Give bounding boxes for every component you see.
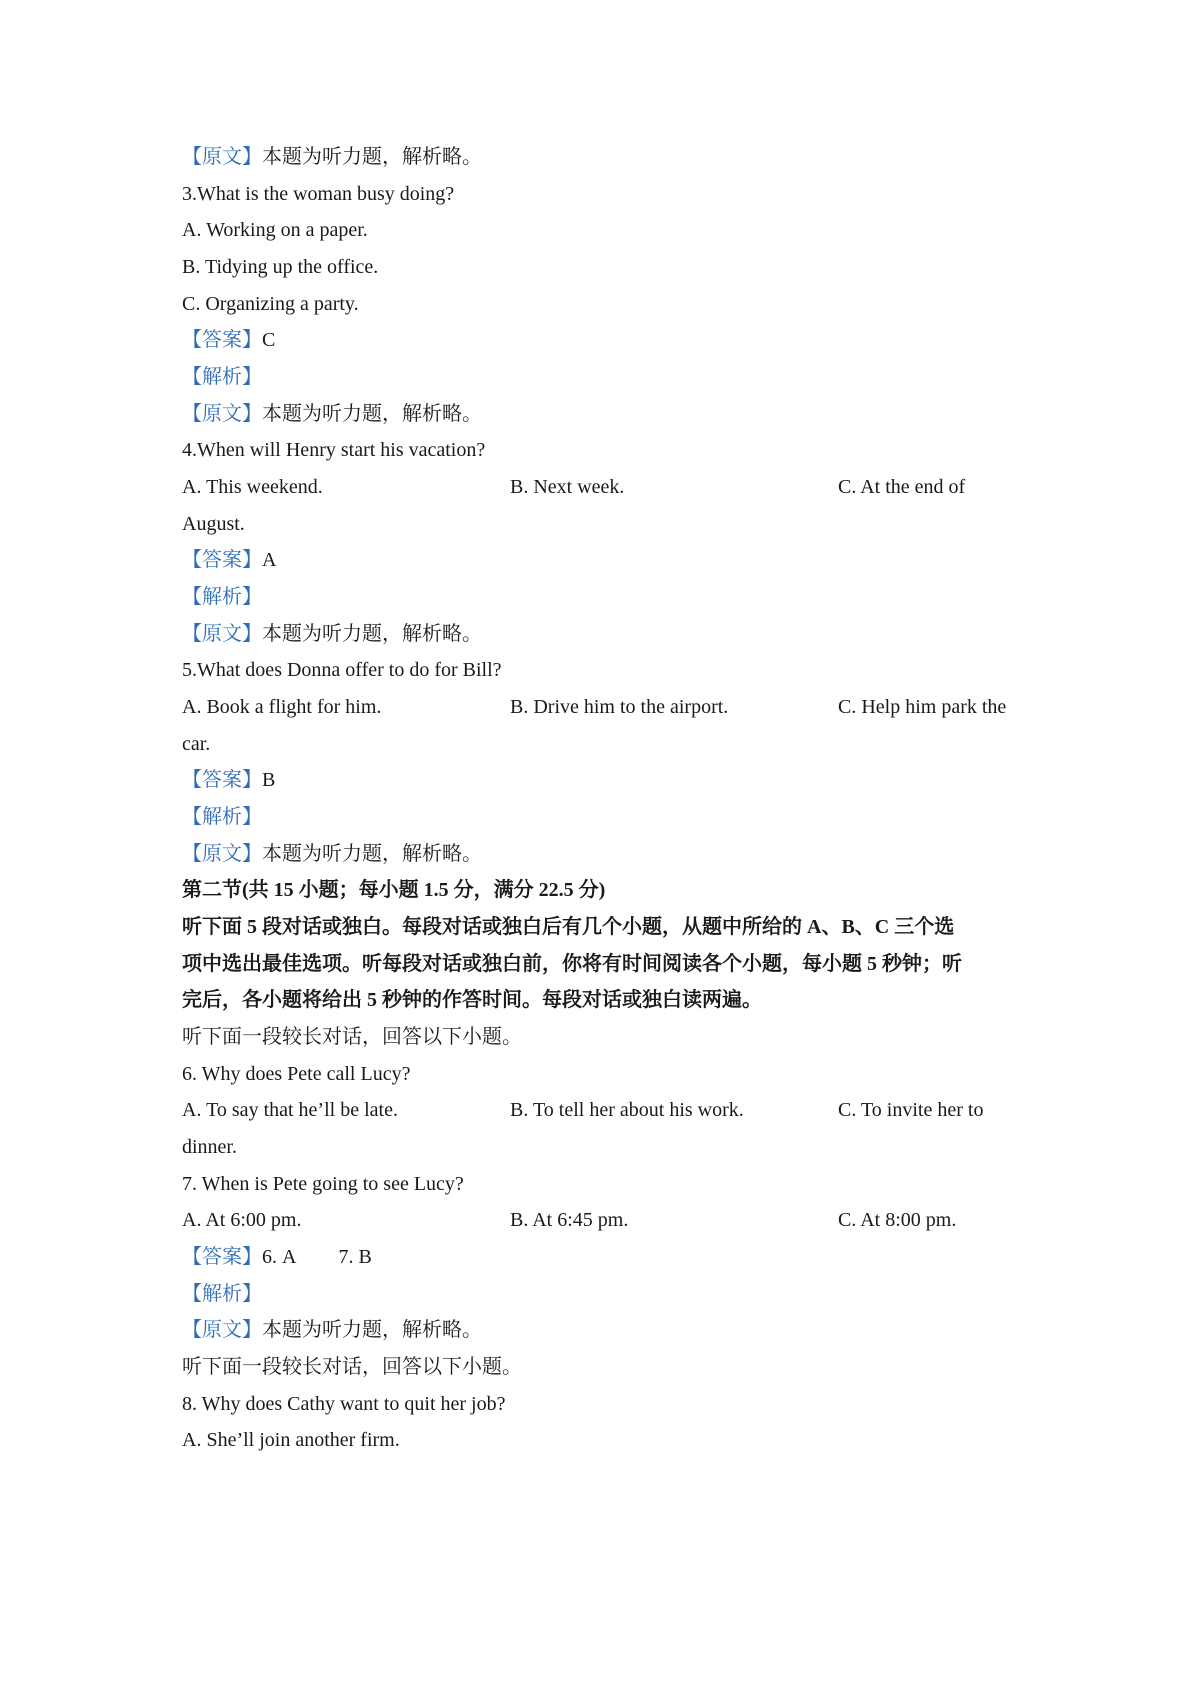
dialogue-intro-1: 听下面一段较长对话，回答以下小题。 [182, 1026, 522, 1048]
section-2-instructions-line-3: 完后，各小题将给出 5 秒钟的作答时间。每段对话或独白读两遍。 [182, 989, 762, 1011]
question-5: 5.What does Donna offer to do for Bill? [182, 659, 502, 681]
section-2-instructions-line-2: 项中选出最佳选项。听每段对话或独白前，你将有时间阅读各个小题，每小题 5 秒钟；听 [182, 953, 962, 975]
q4-option-a: A. This weekend. [182, 476, 323, 498]
q3-original: 【原文】本题为听力题，解析略。 [182, 403, 482, 425]
question-3: 3.What is the woman busy doing? [182, 183, 455, 205]
section-2-instructions-line-1: 听下面 5 段对话或独白。每段对话或独白后有几个小题，从题中所给的 A、B、C 三个选 [182, 916, 955, 938]
q5-original: 【原文】本题为听力题，解析略。 [182, 843, 482, 865]
q3-analysis: 【解析】 [182, 366, 262, 388]
q8-option-a: A. She’ll join another firm. [182, 1429, 400, 1451]
q4-option-b: B. Next week. [510, 476, 625, 498]
q5-option-b: B. Drive him to the airport. [510, 696, 729, 718]
q5-option-c: C. Help him park the [838, 696, 1007, 718]
question-7: 7. When is Pete going to see Lucy? [182, 1173, 464, 1195]
question-4: 4.When will Henry start his vacation? [182, 439, 486, 461]
q5-analysis: 【解析】 [182, 806, 262, 828]
q6-7-analysis: 【解析】 [182, 1283, 262, 1305]
original-line: 【原文】本题为听力题，解析略。 [182, 146, 482, 168]
q6-7-answer: 【答案】6. A 7. B [182, 1246, 372, 1268]
q6-option-c: C. To invite her to [838, 1099, 984, 1121]
q4-original: 【原文】本题为听力题，解析略。 [182, 623, 482, 645]
q3-option-c: C. Organizing a party. [182, 293, 359, 315]
q6-7-original: 【原文】本题为听力题，解析略。 [182, 1319, 482, 1341]
q4-option-c-cont: August. [182, 513, 245, 535]
q3-option-b: B. Tidying up the office. [182, 256, 379, 278]
q5-option-a: A. Book a flight for him. [182, 696, 382, 718]
q3-option-a: A. Working on a paper. [182, 219, 368, 241]
q3-answer: 【答案】C [182, 329, 276, 351]
q6-option-a: A. To say that he’ll be late. [182, 1099, 398, 1121]
q5-answer: 【答案】B [182, 769, 276, 791]
dialogue-intro-2: 听下面一段较长对话，回答以下小题。 [182, 1356, 522, 1378]
q6-option-b: B. To tell her about his work. [510, 1099, 744, 1121]
q6-option-c-cont: dinner. [182, 1136, 237, 1158]
q7-option-b: B. At 6:45 pm. [510, 1209, 629, 1231]
section-2-heading: 第二节(共 15 小题；每小题 1.5 分，满分 22.5 分) [182, 879, 606, 901]
question-8: 8. Why does Cathy want to quit her job? [182, 1393, 506, 1415]
q7-option-a: A. At 6:00 pm. [182, 1209, 302, 1231]
q7-option-c: C. At 8:00 pm. [838, 1209, 957, 1231]
question-6: 6. Why does Pete call Lucy? [182, 1063, 411, 1085]
q4-analysis: 【解析】 [182, 586, 262, 608]
q5-option-c-cont: car. [182, 733, 211, 755]
q4-answer: 【答案】A [182, 549, 277, 571]
q4-option-c: C. At the end of [838, 476, 966, 498]
